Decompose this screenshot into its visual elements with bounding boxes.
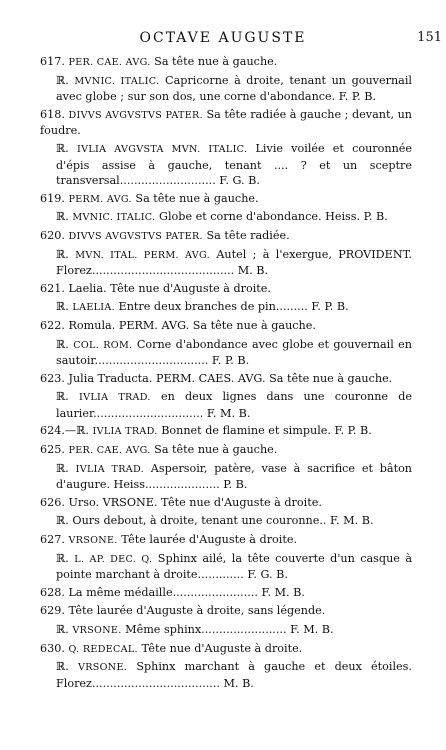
page-number: 151 xyxy=(417,30,442,45)
entry-619: 619. PERM. AVG. Sa tête nue à gauche. xyxy=(40,191,259,205)
reverse-625: ℝ. IVLIA TRAD. Aspersoir, patère, vase à sacrifice et bâton d'augure. Heiss..................... P. B. xyxy=(56,461,413,492)
reverse-619: ℝ. MVNIC. ITALIC. Globe et corne d'abondance. Heiss. P. B. xyxy=(56,210,388,224)
entry-627: 627. VRSONE. Tête laurée d'Auguste à droite. xyxy=(40,533,298,547)
entry-628: 628. La même médaille........................ F. M. B. xyxy=(40,585,305,599)
reverse-621: ℝ. LAELIA. Entre deux branches de pin......... F. P. B. xyxy=(56,300,349,314)
running-title: OCTAVE AUGUSTE xyxy=(139,30,307,46)
reverse-629: ℝ. VRSONE. Même sphinx........................ F. M. B. xyxy=(56,623,334,636)
entry-630: 630. Q. REDECAL. Tête nue d'Auguste à droite. xyxy=(40,641,303,655)
entry-625: 625. PER. CAE. AVG. Sa tête nue à gauche. xyxy=(40,443,278,457)
reverse-626: ℝ. Ours debout, à droite, tenant une couronne.. F. M. B. xyxy=(56,514,374,528)
entry-622: 622. Romula. PERM. AVG. Sa tête nue à gauche. xyxy=(40,318,316,332)
reverse-623: ℝ. IVLIA TRAD. en deux lignes dans une couronne de laurier............................... F. M. B. xyxy=(56,390,412,420)
entry-623: 623. Julia Traducta. PERM. CAES. AVG. Sa tête nue à gauche. xyxy=(40,371,393,385)
reverse-618: ℝ. IVLIA AVGVSTA MVN. ITALIC. Livie voilée et couronnée d'épis assise à gauche, tenant .... ? et un sceptre transversal........................... F. G. B. xyxy=(56,141,413,188)
entry-617: 617. PER. CAE. AVG. Sa tête nue à gauche. xyxy=(40,55,278,68)
entry-618: 618. DIVVS AVGVSTVS PATER. Sa tête radiée à gauche ; devant, un foudre. xyxy=(40,107,413,138)
entry-626: 626. Urso. VRSONE. Tête nue d'Auguste à droite. xyxy=(40,495,322,509)
reverse-627: ℝ. L. AP. DEC. Q. Sphinx ailé, la tête couverte d'un casque à pointe marchant à droite............. F. G. B. xyxy=(56,551,412,582)
entry-624: 624.—ℝ. IVLIA TRAD. Bonnet de flamine et simpule. F. P. B. xyxy=(40,424,372,438)
reverse-630: ℝ. VRSONE. Sphinx marchant à gauche et deux étoiles. Florez.................................... M. B. xyxy=(56,660,412,690)
page-header xyxy=(0,30,446,50)
reverse-617: ℝ. MVNIC. ITALIC. Capricorne à droite, tenant un gouvernail avec globe ; sur son dos, une corne d'abondance. F. P. B. xyxy=(56,73,412,104)
catalog-body xyxy=(40,54,412,693)
entry-629: 629. Tête laurée d'Auguste à droite, sans légende. xyxy=(40,604,326,618)
reverse-622: ℝ. COL. ROM. Corne d'abondance avec globe et gouvernail en sautoir................................ F. P. B. xyxy=(56,337,412,368)
entry-620: 620. DIVVS AVGVSTVS PATER. Sa tête radiée. xyxy=(40,228,290,242)
entry-621: 621. Laelia. Tête nue d'Auguste à droite. xyxy=(40,281,271,295)
reverse-620: ℝ. MVN. ITAL. PERM. AVG. Autel ; à l'exergue, PROVIDENT. Florez........................................ M. B. xyxy=(56,247,412,278)
